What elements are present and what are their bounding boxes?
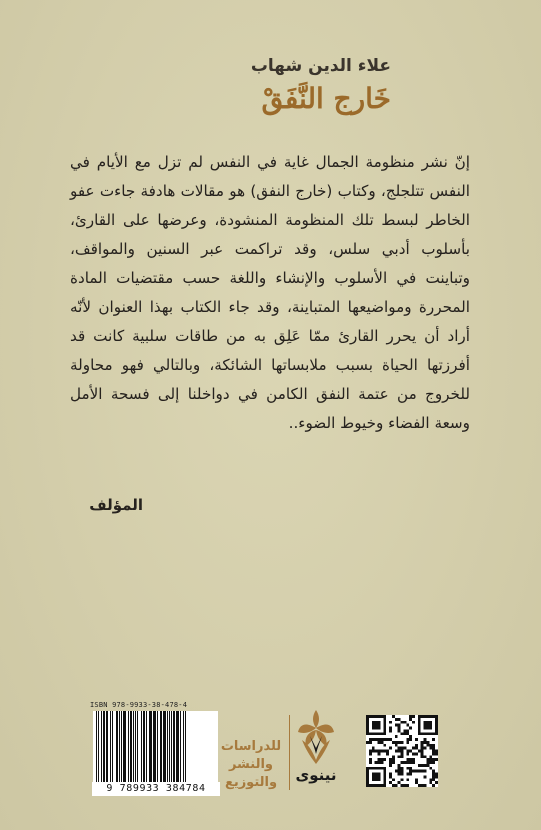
book-title: خَارج النَّفَقْ (261, 82, 391, 115)
isbn-label: ISBN 978-9933-38-478-4 (90, 701, 188, 709)
blurb-paragraph: إنّ نشر منظومة الجمال غاية في النفس لم تزل مع الأيام في النفس تتلجلج، وكتاب (خارج النفق) هو مقالات هادفة جاءت عفو الخاطر لبسط تلك المنظومة المنشودة، وعرضها على القارئ، بأسلوب أدبي سلس، وقد تراكمت عبر السنين والمواقف، وتباينت في الأسلوب والإنشاء واللغة حسب مقتضيات المادة المحررة ومواضيعها المتباينة، وقد جاء الكتاب بهذا العنوان لأنّه أراد أن يحرر القارئ ممّا عَلِق به من طاقات سلبية كانت قد أفرزتها الحياة بسبب ملابساتها الشائكة، وبالتالي فهو محاولة للخروج من عتمة النفق الكامن في دواخلنا إلى فسحة الأمل وسعة الفضاء وخيوط الضوء.. (70, 153, 470, 432)
author-name: علاء الدين شهاب (250, 56, 391, 76)
publisher-tagline-line: والتوزيع (224, 775, 278, 790)
publisher-tagline-line: للدراسات (220, 739, 282, 754)
author-signature: المؤلف (89, 496, 143, 514)
barcode-digits: 9 789933 384784 (92, 782, 220, 796)
barcode-gap (186, 711, 187, 782)
publisher-tagline-line: والنشر (228, 757, 274, 772)
barcode (93, 711, 218, 782)
publisher-tagline (215, 738, 287, 792)
publisher-divider (289, 715, 290, 790)
publisher-name: نينوى (295, 766, 337, 784)
qr-code-icon[interactable] (366, 715, 438, 787)
